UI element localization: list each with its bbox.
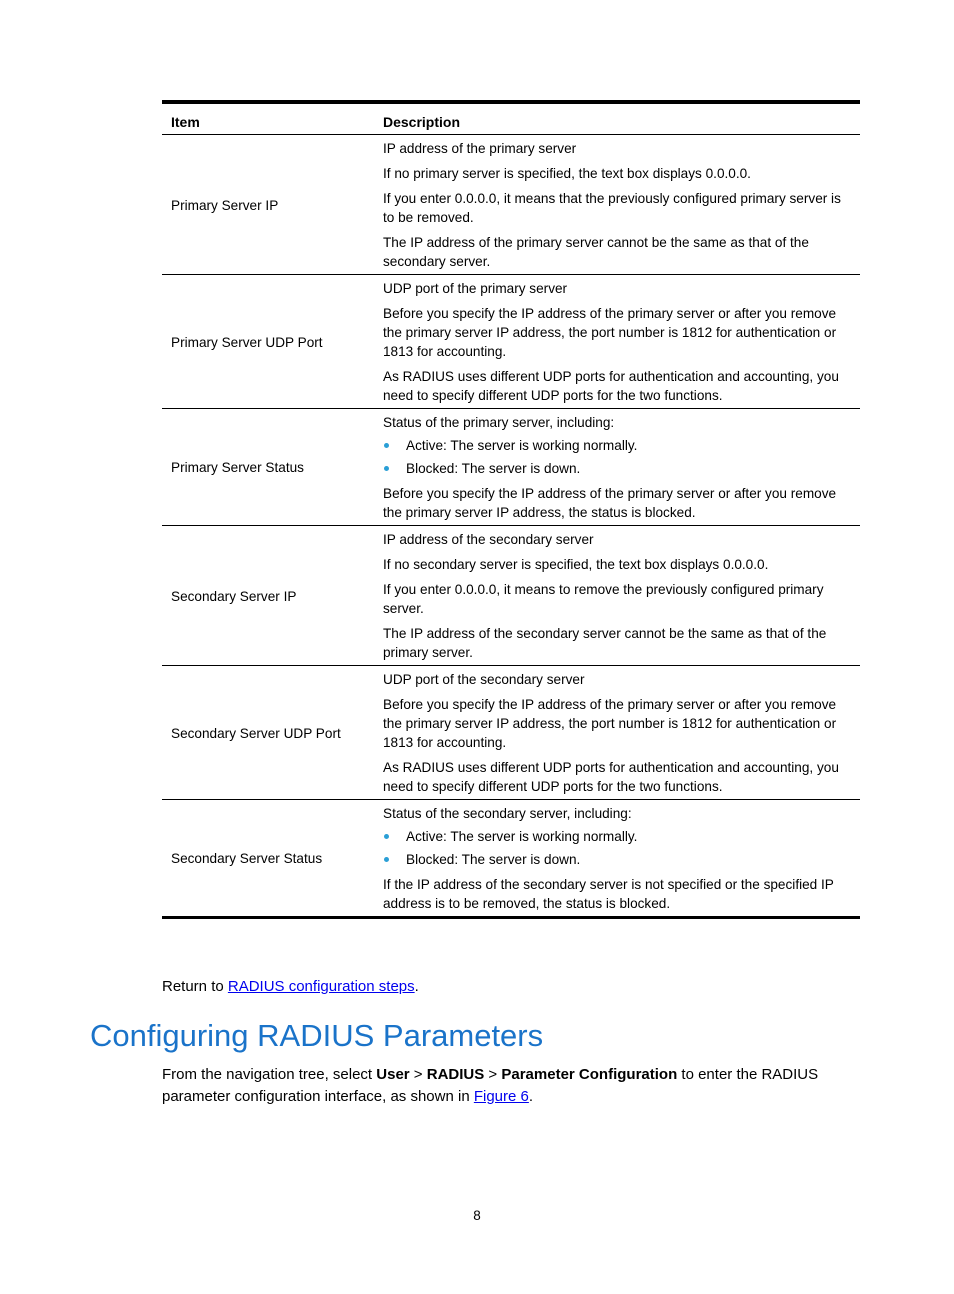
description-text: Before you specify the IP address of the primary server or after you remove the primary server IP address, the port number is 1812 for authentication or 1813 for accounting.: [383, 697, 837, 750]
path-separator: >: [409, 1066, 427, 1083]
section-heading: Configuring RADIUS Parameters: [90, 1018, 544, 1053]
description-cell: [374, 135, 860, 275]
figure-6-link[interactable]: Figure 6: [473, 1088, 529, 1105]
menu-path-radius: RADIUS: [426, 1066, 485, 1083]
table-row: [162, 135, 860, 275]
status-list: [383, 436, 852, 478]
table-row: [162, 409, 860, 526]
item-cell: Secondary Server UDP Port: [162, 666, 374, 800]
description-text: Before you specify the IP address of the primary server or after you remove the primary server IP address, the status is blocked.: [383, 486, 837, 520]
item-cell: Secondary Server IP: [162, 526, 374, 666]
item-cell: Secondary Server Status: [162, 800, 374, 918]
description-cell: [374, 409, 860, 526]
description-text: IP address of the secondary server: [383, 532, 594, 547]
description-text: UDP port of the primary server: [383, 281, 568, 296]
description-cell: [374, 666, 860, 800]
table-row: [162, 526, 860, 666]
item-cell: Primary Server UDP Port: [162, 275, 374, 409]
description-cell: [374, 800, 860, 918]
intro-text: From the navigation tree, select: [162, 1066, 377, 1083]
status-list: [383, 827, 852, 869]
table-row: [162, 275, 860, 409]
parameter-table: [162, 100, 860, 919]
item-cell: Primary Server Status: [162, 409, 374, 526]
description-text: If you enter 0.0.0.0, it means to remove the previously configured primary server.: [383, 582, 824, 616]
column-header-item: Item: [162, 102, 374, 135]
description-cell: [374, 526, 860, 666]
description-text: If no secondary server is specified, the text box displays 0.0.0.0.: [383, 557, 769, 572]
intro-paragraph: [162, 1064, 877, 1108]
description-text: IP address of the primary server: [383, 141, 577, 156]
description-text: UDP port of the secondary server: [383, 672, 585, 687]
path-separator: >: [484, 1066, 502, 1083]
description-text: If the IP address of the secondary server is not specified or the specified IP address is to be removed, the status is blocked.: [383, 877, 834, 911]
return-suffix: .: [414, 978, 419, 995]
page-number: 8: [473, 1208, 481, 1223]
status-list-item: Blocked: The server is down.: [383, 850, 852, 869]
table-row: [162, 666, 860, 800]
description-text: Status of the secondary server, including:: [383, 806, 632, 821]
status-list-item: Active: The server is working normally.: [383, 827, 852, 846]
radius-configuration-steps-link[interactable]: RADIUS configuration steps: [227, 978, 415, 995]
column-header-description: Description: [374, 102, 860, 135]
description-text: If you enter 0.0.0.0, it means that the previously configured primary server is to be removed.: [383, 191, 841, 225]
table-row: [162, 800, 860, 918]
status-list-item: Active: The server is working normally.: [383, 436, 852, 455]
table-header-row: [162, 102, 860, 135]
description-cell: [374, 275, 860, 409]
menu-path-user: User: [376, 1066, 410, 1083]
parameter-table-container: [162, 100, 860, 919]
item-cell: Primary Server IP: [171, 197, 279, 213]
description-text: As RADIUS uses different UDP ports for authentication and accounting, you need to specify different UDP ports for the two functions.: [383, 760, 839, 794]
description-text: Before you specify the IP address of the primary server or after you remove the primary server IP address, the port number is 1812 for authentication or 1813 for accounting.: [383, 306, 837, 359]
description-text: Status of the primary server, including:: [383, 415, 615, 430]
description-text: As RADIUS uses different UDP ports for authentication and accounting, you need to specify different UDP ports for the two functions.: [383, 369, 839, 403]
intro-text: to enter the RADIUS parameter configuration interface, as shown in: [162, 1066, 819, 1105]
description-text: The IP address of the primary server cannot be the same as that of the secondary server.: [383, 235, 809, 269]
description-text: The IP address of the secondary server cannot be the same as that of the primary server.: [383, 626, 827, 660]
description-text: If no primary server is specified, the text box displays 0.0.0.0.: [383, 166, 751, 181]
status-list-item: Blocked: The server is down.: [383, 459, 852, 478]
return-prefix: Return to: [162, 978, 228, 995]
intro-text: .: [528, 1088, 534, 1105]
return-line: [162, 977, 419, 997]
menu-path-parameter-configuration: Parameter Configuration: [501, 1066, 678, 1083]
